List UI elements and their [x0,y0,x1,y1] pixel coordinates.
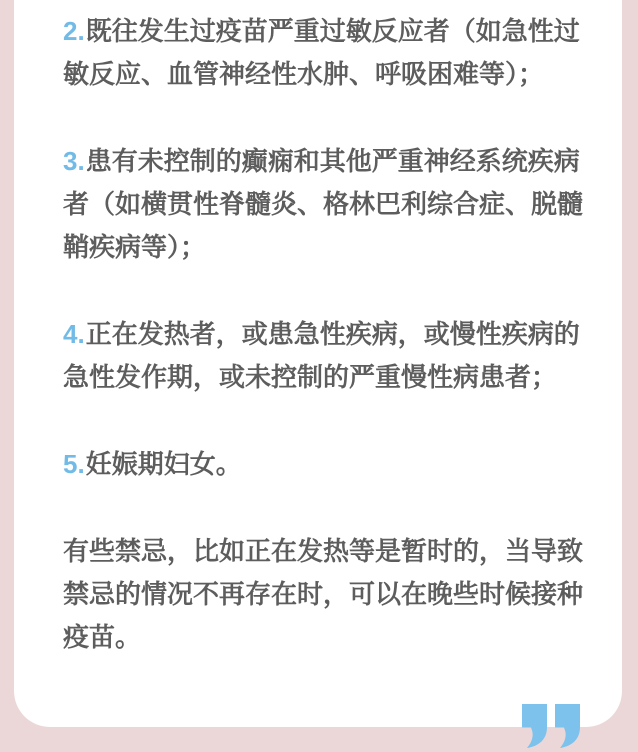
closing-note: 有些禁忌，比如正在发热等是暂时的，当导致禁忌的情况不再存在时，可以在晚些时候接种疫苗。 [63,536,584,652]
list-item [63,140,590,269]
item-number: 3. [63,146,85,176]
item-text: 患有未控制的癫痫和其他严重神经系统疾病者（如横贯性脊髓炎、格林巴利综合症、脱髓鞘疾病等）； [63,146,584,262]
item-text: 正在发热者，或患急性疾病，或慢性疾病的急性发作期，或未控制的严重慢性病患者； [63,319,580,392]
content-panel [14,0,622,727]
closing-quote-icon [522,704,580,748]
item-number: 5. [63,449,85,479]
list-item [63,10,590,96]
contraindication-list [63,10,590,659]
list-item [63,313,590,399]
item-number: 4. [63,319,85,349]
list-item [63,443,590,486]
item-text: 妊娠期妇女。 [85,449,242,479]
item-number: 2. [63,16,85,46]
item-text: 既往发生过疫苗严重过敏反应者（如急性过敏反应、血管神经性水肿、呼吸困难等）； [63,16,580,89]
